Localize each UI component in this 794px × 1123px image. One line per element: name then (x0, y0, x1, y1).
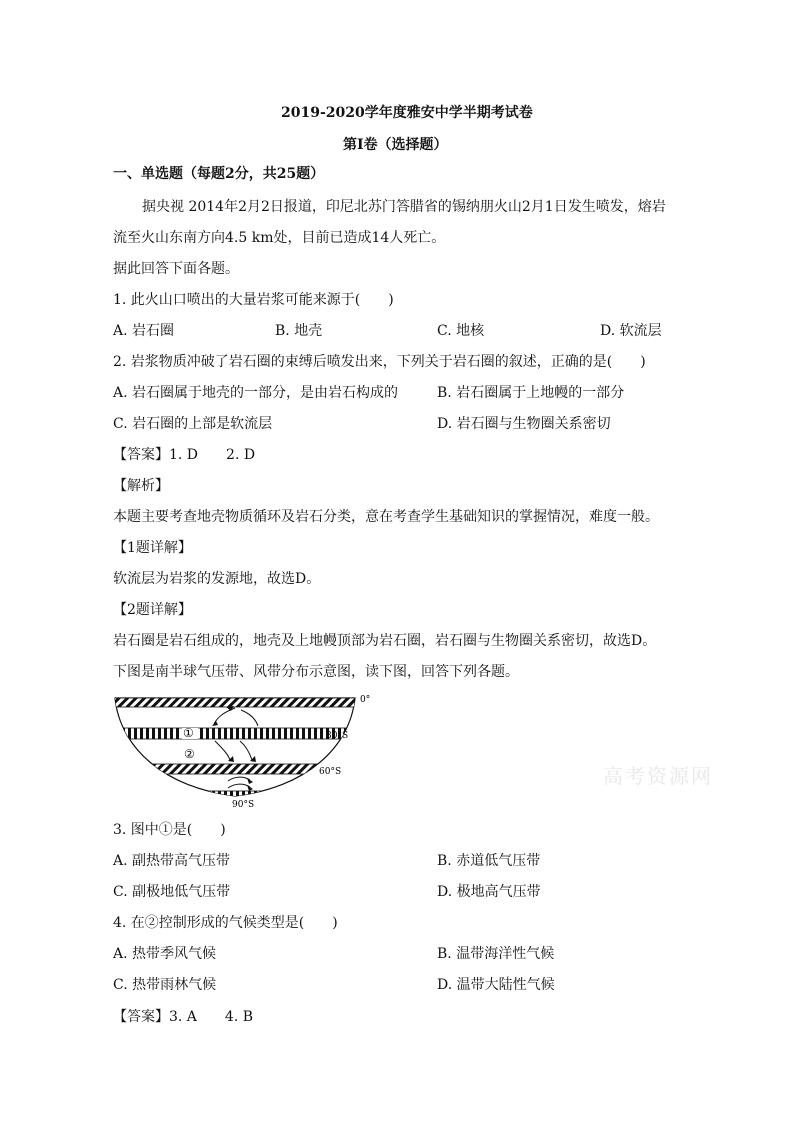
marker-2: ② (184, 747, 195, 761)
volume-title: 第I卷（选择题） (343, 137, 448, 153)
question-2-option-b: B. 岩石圈属于上地幔的一部分 (437, 385, 625, 401)
belt-90s (110, 791, 360, 799)
question-1-option-b: B. 地壳 (275, 323, 323, 339)
analysis-label: 【解析】 (113, 478, 169, 494)
label-90s: 90°S (232, 800, 255, 810)
answer-block-1: 【答案】1. D 2. D (113, 447, 256, 463)
analysis-text: 本题主要考查地壳物质循环及岩石分类，意在考查学生基础知识的掌握情况，难度一般。 (113, 509, 659, 525)
section-heading: 一、单选题（每题2分，共25题） (113, 166, 325, 182)
pressure-wind-belt-diagram (110, 688, 380, 810)
question-3-option-b: B. 赤道低气压带 (437, 853, 541, 869)
wind-arrows (214, 708, 258, 788)
question-2-option-d: D. 岩石圈与生物圈关系密切 (437, 416, 611, 432)
marker-1: ① (183, 726, 194, 740)
question-4-option-c: C. 热带雨林气候 (113, 977, 217, 993)
question-2-option-c: C. 岩石圈的上部是软流层 (113, 416, 273, 432)
question-2-option-a: A. 岩石圈属于地壳的一部分，是由岩石构成的 (113, 385, 399, 401)
exam-title: 2019-2020学年度雅安中学半期考试卷 (281, 105, 533, 121)
passage-prompt: 据此回答下面各题。 (113, 261, 239, 277)
answer-block-2: 【答案】3. A 4. B (113, 1009, 254, 1025)
question-4-option-a: A. 热带季风气候 (113, 946, 217, 962)
question-2-stem: 2. 岩浆物质冲破了岩石圈的束缚后喷发出来，下列关于岩石圈的叙述，正确的是( ) (113, 354, 646, 370)
question-1-stem: 1. 此火山口喷出的大量岩浆可能来源于( ) (113, 292, 394, 308)
hemisphere-outline (115, 698, 355, 796)
belt-0 (110, 698, 360, 707)
question-4-option-b: B. 温带海洋性气候 (437, 946, 555, 962)
label-30s: 30°S (326, 731, 349, 741)
label-60s: 60°S (319, 767, 342, 777)
question-3-option-c: C. 副极地低气压带 (113, 884, 231, 900)
figure-intro: 下图是南半球气压带、风带分布示意图，读下图，回答下列各题。 (113, 664, 519, 680)
label-0deg: 0° (360, 695, 371, 705)
belt-30s (110, 728, 360, 739)
question-3-stem: 3. 图中①是( ) (113, 822, 226, 838)
detail-1-label: 【1题详解】 (113, 540, 192, 556)
passage-line-1: 据央视 2014年2月2日报道，印尼北苏门答腊省的锡纳朋火山2月1日发生喷发，熔岩 (142, 199, 666, 215)
question-1-option-d: D. 软流层 (600, 323, 662, 339)
question-4-option-d: D. 温带大陆性气候 (437, 977, 555, 993)
question-1-option-a: A. 岩石圈 (113, 323, 175, 339)
question-1-option-c: C. 地核 (437, 323, 485, 339)
detail-2-text: 岩石圈是岩石组成的，地壳及上地幔顶部为岩石圈，岩石圈与生物圈关系密切，故选D。 (113, 633, 657, 649)
detail-2-label: 【2题详解】 (113, 602, 192, 618)
detail-1-text: 软流层为岩浆的发源地，故选D。 (113, 571, 321, 587)
question-3-option-d: D. 极地高气压带 (437, 884, 541, 900)
passage-line-2: 流至火山东南方向4.5 km处，目前已造成14人死亡。 (113, 230, 446, 246)
question-3-option-a: A. 副热带高气压带 (113, 853, 231, 869)
watermark-text: 高考资源网 (603, 764, 713, 788)
question-4-stem: 4. 在②控制形成的气候类型是( ) (113, 915, 338, 931)
